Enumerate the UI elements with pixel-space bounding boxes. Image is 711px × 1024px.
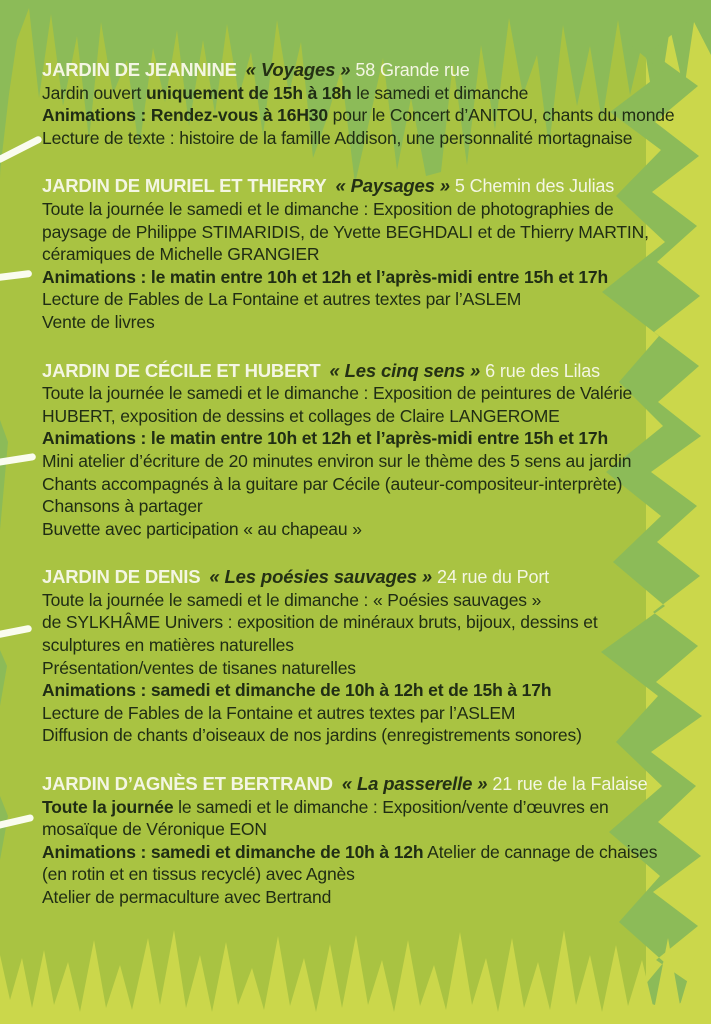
body-line (42, 405, 692, 428)
garden-lines (42, 589, 692, 747)
body-line (42, 518, 692, 541)
text-segment: Diffusion de chants d’oiseaux de nos jardins (enregistrements sonores) (42, 725, 582, 746)
body-line (42, 657, 692, 680)
garden-heading (42, 773, 692, 796)
body-line (42, 863, 692, 886)
garden-section (42, 59, 692, 149)
text-segment: HUBERT, exposition de dessins et collages de Claire LANGEROME (42, 405, 560, 426)
bold-text-segment: uniquement de 15h à 18h (145, 82, 352, 103)
text-segment: Lecture de Fables de La Fontaine et autres textes par l’ASLEM (42, 289, 522, 310)
body-line (42, 221, 692, 244)
bold-text-segment: Animations : Rendez-vous à 16H30 (42, 105, 328, 126)
text-segment: le samedi et le dimanche : Exposition/vente d’œuvres en (173, 796, 609, 817)
text-segment: Jardin ouvert (42, 82, 146, 103)
text-segment: de SYLKHÂME Univers : exposition de minéraux bruts, bijoux, dessins et (42, 612, 598, 633)
flyer-content (42, 59, 692, 935)
body-line (42, 450, 692, 473)
body-line (42, 288, 692, 311)
text-segment: Chansons à partager (42, 496, 203, 517)
text-segment: pour le Concert d’ANITOU, chants du monde (327, 105, 675, 126)
garden-name: JARDIN DE JEANNINE (42, 59, 237, 80)
garden-name: JARDIN DE DENIS (42, 566, 201, 588)
garden-address: 24 rue du Port (437, 567, 550, 588)
garden-theme-title: « Voyages » (245, 59, 351, 80)
garden-heading (42, 360, 692, 383)
body-line (42, 818, 692, 841)
text-segment: Lecture de Fables de la Fontaine et autres textes par l’ASLEM (42, 702, 516, 723)
text-segment: Buvette avec participation « au chapeau » (42, 518, 362, 539)
text-segment: le samedi et dimanche (351, 82, 529, 103)
garden-address: 58 Grande rue (355, 60, 470, 80)
body-line (42, 266, 692, 289)
text-segment: Atelier de permaculture avec Bertrand (42, 887, 332, 907)
body-line (42, 796, 692, 819)
text-segment: Toute la journée le samedi et le dimanche : Exposition de photographies de (42, 198, 614, 219)
body-line (42, 82, 692, 105)
bold-text-segment: Animations : le matin entre 10h et 12h et l’après-midi entre 15h et 17h (42, 428, 609, 449)
text-segment: Vente de livres (42, 311, 155, 332)
bold-text-segment: Toute la journée (42, 796, 174, 817)
text-segment: sculptures en matières naturelles (42, 635, 294, 656)
garden-heading (42, 59, 692, 82)
body-line (42, 702, 692, 725)
garden-lines (42, 382, 692, 540)
body-line (42, 243, 692, 266)
body-line (42, 104, 692, 127)
bold-text-segment: Animations : le matin entre 10h et 12h et l’après-midi entre 15h et 17h (42, 266, 609, 287)
garden-lines (42, 198, 692, 334)
text-segment: céramiques de Michelle GRANGIER (42, 244, 320, 265)
body-line (42, 382, 692, 405)
body-line (42, 634, 692, 657)
body-line (42, 611, 692, 634)
garden-section (42, 175, 692, 333)
text-segment: Présentation/ventes de tisanes naturelles (42, 657, 356, 678)
body-line (42, 427, 692, 450)
bold-text-segment: Animations : samedi et dimanche de 10h à 12h (42, 841, 424, 862)
garden-heading (42, 175, 692, 198)
body-line (42, 495, 692, 518)
garden-section (42, 360, 692, 541)
garden-lines (42, 796, 692, 909)
text-segment: paysage de Philippe STIMARIDIS, de Yvette BEGHDALI et de Thierry MARTIN, (42, 221, 649, 242)
garden-lines (42, 82, 692, 150)
bottom-grass-decoration (0, 930, 711, 1024)
text-segment: Mini atelier d’écriture de 20 minutes environ sur le thème des 5 sens au jardin (42, 450, 632, 471)
body-line (42, 473, 692, 496)
body-line (42, 127, 692, 150)
left-edge-sliver-decoration (0, 420, 8, 530)
garden-address: 6 rue des Lilas (485, 360, 600, 381)
garden-address: 21 rue de la Falaise (492, 774, 648, 795)
text-segment: Toute la journée le samedi et le dimanche : « Poésies sauvages » (42, 589, 542, 610)
garden-name: JARDIN D’AGNÈS ET BERTRAND (42, 773, 333, 795)
text-segment: Atelier de cannage de chaises (423, 841, 658, 862)
text-segment: Toute la journée le samedi et le dimanche : Exposition de peintures de Valérie (42, 383, 633, 404)
bold-text-segment: Animations : samedi et dimanche de 10h à 12h et de 15h à 17h (42, 680, 552, 701)
garden-heading (42, 566, 692, 589)
garden-section (42, 773, 692, 909)
body-line (42, 589, 692, 612)
text-segment: Chants accompagnés à la guitare par Cécile (auteur-compositeur-interprète) (42, 473, 623, 494)
text-segment: Lecture de texte : histoire de la famille Addison, une personnalité mortagnaise (42, 127, 633, 148)
text-segment: mosaïque de Véronique EON (42, 819, 267, 840)
garden-address: 5 Chemin des Julias (454, 176, 615, 197)
garden-name: JARDIN DE MURIEL ET THIERRY (42, 175, 327, 197)
text-segment: (en rotin et en tissus recyclé) avec Agnès (42, 864, 355, 885)
garden-section (42, 566, 692, 747)
garden-name: JARDIN DE CÉCILE ET HUBERT (42, 359, 321, 381)
left-edge-sliver-decoration (0, 650, 7, 706)
body-line (42, 886, 692, 909)
body-line (42, 311, 692, 334)
body-line (42, 198, 692, 221)
garden-theme-title: « Paysages » (335, 175, 450, 197)
garden-theme-title: « Les cinq sens » (329, 359, 481, 381)
body-line (42, 841, 692, 864)
body-line (42, 679, 692, 702)
garden-theme-title: « Les poésies sauvages » (209, 566, 433, 588)
garden-theme-title: « La passerelle » (341, 773, 488, 795)
body-line (42, 724, 692, 747)
